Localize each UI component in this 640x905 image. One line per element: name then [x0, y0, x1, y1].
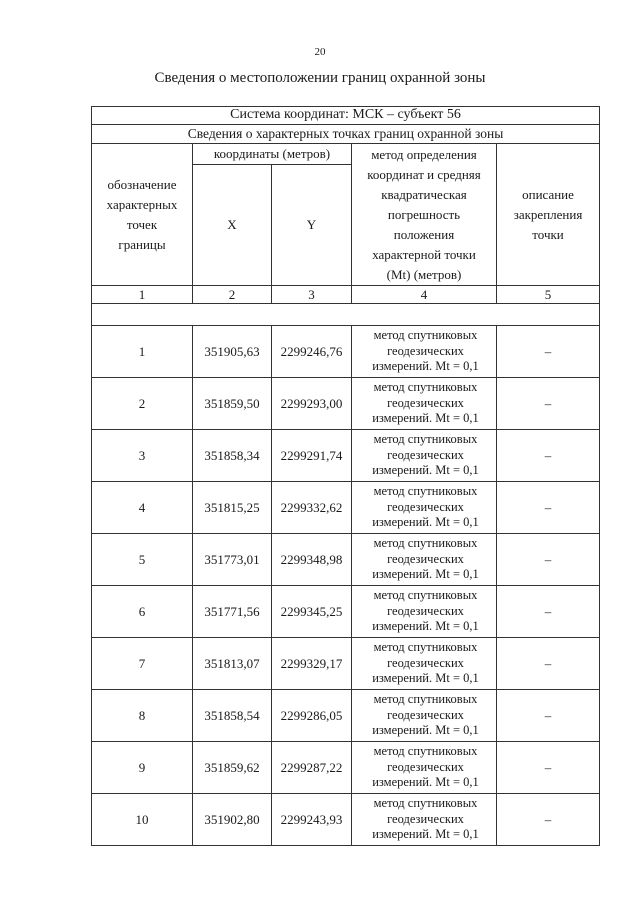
table-row	[92, 586, 600, 638]
blank-cell	[92, 304, 600, 326]
fixing-description: –	[497, 482, 600, 534]
method-line: геодезических	[387, 343, 464, 358]
method-line: измерений. Mt = 0,1	[372, 515, 479, 530]
coordinate-x: 351858,54	[193, 690, 272, 742]
point-id: 4	[92, 482, 193, 534]
fixing-description: –	[497, 586, 600, 638]
header-row	[92, 144, 600, 165]
coordinate-x: 351902,80	[193, 794, 272, 846]
method-line: измерений. Mt = 0,1	[372, 567, 479, 582]
method-line: геодезических	[387, 603, 464, 618]
header-designation-line: точек	[126, 217, 158, 232]
method-line: измерений. Mt = 0,1	[372, 671, 479, 686]
point-id: 6	[92, 586, 193, 638]
coordinate-system-row	[92, 107, 600, 125]
coordinate-y: 2299293,00	[272, 378, 352, 430]
coordinate-x: 351815,25	[193, 482, 272, 534]
method-line: измерений. Mt = 0,1	[372, 411, 479, 426]
coordinate-x: 351771,56	[193, 586, 272, 638]
fixing-description: –	[497, 326, 600, 378]
method-description	[352, 534, 497, 586]
coordinate-y: 2299246,76	[272, 326, 352, 378]
method-line: метод спутниковых	[373, 640, 478, 655]
table-row	[92, 794, 600, 846]
blank-row	[92, 304, 600, 326]
point-id: 9	[92, 742, 193, 794]
coordinate-x: 351905,63	[193, 326, 272, 378]
header-method	[352, 144, 497, 286]
page-number: 20	[314, 46, 326, 58]
table-row	[92, 378, 600, 430]
header-method-line: погрешность	[387, 207, 461, 222]
header-designation-line: характерных	[106, 197, 178, 212]
fixing-description: –	[497, 378, 600, 430]
method-line: геодезических	[387, 395, 464, 410]
method-line: метод спутниковых	[373, 588, 478, 603]
point-id: 8	[92, 690, 193, 742]
coordinate-x: 351858,34	[193, 430, 272, 482]
point-id: 7	[92, 638, 193, 690]
method-description	[352, 794, 497, 846]
method-line: измерений. Mt = 0,1	[372, 775, 479, 790]
coordinate-x: 351859,50	[193, 378, 272, 430]
method-line: измерений. Mt = 0,1	[372, 619, 479, 634]
method-line: измерений. Mt = 0,1	[372, 359, 479, 374]
coordinate-y: 2299332,62	[272, 482, 352, 534]
method-description	[352, 430, 497, 482]
method-line: метод спутниковых	[373, 432, 478, 447]
fixing-description: –	[497, 638, 600, 690]
point-id: 1	[92, 326, 193, 378]
header-method-line: характерной точки	[372, 247, 476, 262]
table-row	[92, 430, 600, 482]
method-line: геодезических	[387, 707, 464, 722]
header-description-line: закрепления	[513, 207, 583, 222]
header-description-line: описание	[522, 187, 574, 202]
section-title-row	[92, 125, 600, 144]
header-method-line: квадратическая	[381, 187, 467, 202]
table-row	[92, 690, 600, 742]
method-line: метод спутниковых	[373, 744, 478, 759]
column-number: 5	[497, 286, 600, 304]
header-designation-line: границы	[118, 237, 166, 252]
header-coordinates: координаты (метров)	[193, 144, 352, 165]
fixing-description: –	[497, 742, 600, 794]
header-method-line: координат и средняя	[367, 167, 481, 182]
table-row	[92, 742, 600, 794]
fixing-description: –	[497, 430, 600, 482]
coordinate-y: 2299348,98	[272, 534, 352, 586]
coordinate-y: 2299287,22	[272, 742, 352, 794]
point-id: 2	[92, 378, 193, 430]
coordinate-y: 2299243,93	[272, 794, 352, 846]
header-x: X	[193, 165, 272, 286]
method-line: измерений. Mt = 0,1	[372, 827, 479, 842]
method-description	[352, 326, 497, 378]
coordinate-y: 2299345,25	[272, 586, 352, 638]
column-number: 2	[193, 286, 272, 304]
method-description	[352, 482, 497, 534]
section-title: Сведения о характерных точках границ охранной зоны	[92, 125, 600, 144]
column-numbers-row	[92, 286, 600, 304]
table-row	[92, 482, 600, 534]
table-row	[92, 638, 600, 690]
method-line: метод спутниковых	[373, 380, 478, 395]
method-description	[352, 638, 497, 690]
coordinate-x: 351813,07	[193, 638, 272, 690]
method-line: геодезических	[387, 551, 464, 566]
method-line: геодезических	[387, 811, 464, 826]
column-number: 1	[92, 286, 193, 304]
method-line: измерений. Mt = 0,1	[372, 723, 479, 738]
header-method-line: метод определения	[371, 147, 477, 162]
header-method-line: (Mt) (метров)	[386, 267, 462, 282]
point-id: 10	[92, 794, 193, 846]
method-line: метод спутниковых	[373, 484, 478, 499]
coordinate-y: 2299329,17	[272, 638, 352, 690]
header-designation-line: обозначение	[107, 177, 177, 192]
header-description-line: точки	[532, 227, 564, 242]
header-method-line: положения	[393, 227, 455, 242]
column-number: 4	[352, 286, 497, 304]
coordinates-table	[91, 106, 600, 846]
fixing-description: –	[497, 534, 600, 586]
method-line: измерений. Mt = 0,1	[372, 463, 479, 478]
method-description	[352, 586, 497, 638]
method-line: метод спутниковых	[373, 328, 478, 343]
method-line: геодезических	[387, 655, 464, 670]
point-id: 3	[92, 430, 193, 482]
method-line: геодезических	[387, 759, 464, 774]
header-designation	[92, 144, 193, 286]
header-description	[497, 144, 600, 286]
method-line: метод спутниковых	[373, 796, 478, 811]
column-number: 3	[272, 286, 352, 304]
coordinate-y: 2299291,74	[272, 430, 352, 482]
table-row	[92, 326, 600, 378]
fixing-description: –	[497, 690, 600, 742]
method-description	[352, 378, 497, 430]
fixing-description: –	[497, 794, 600, 846]
document-title: Сведения о местоположении границ охранной зоны	[154, 70, 486, 86]
method-description	[352, 742, 497, 794]
method-line: метод спутниковых	[373, 536, 478, 551]
header-y: Y	[272, 165, 352, 286]
coordinate-x: 351773,01	[193, 534, 272, 586]
method-line: геодезических	[387, 447, 464, 462]
method-description	[352, 690, 497, 742]
coordinate-y: 2299286,05	[272, 690, 352, 742]
point-id: 5	[92, 534, 193, 586]
coordinate-x: 351859,62	[193, 742, 272, 794]
table-row	[92, 534, 600, 586]
method-line: метод спутниковых	[373, 692, 478, 707]
method-line: геодезических	[387, 499, 464, 514]
coordinate-system: Система координат: МСК – субъект 56	[92, 107, 600, 125]
